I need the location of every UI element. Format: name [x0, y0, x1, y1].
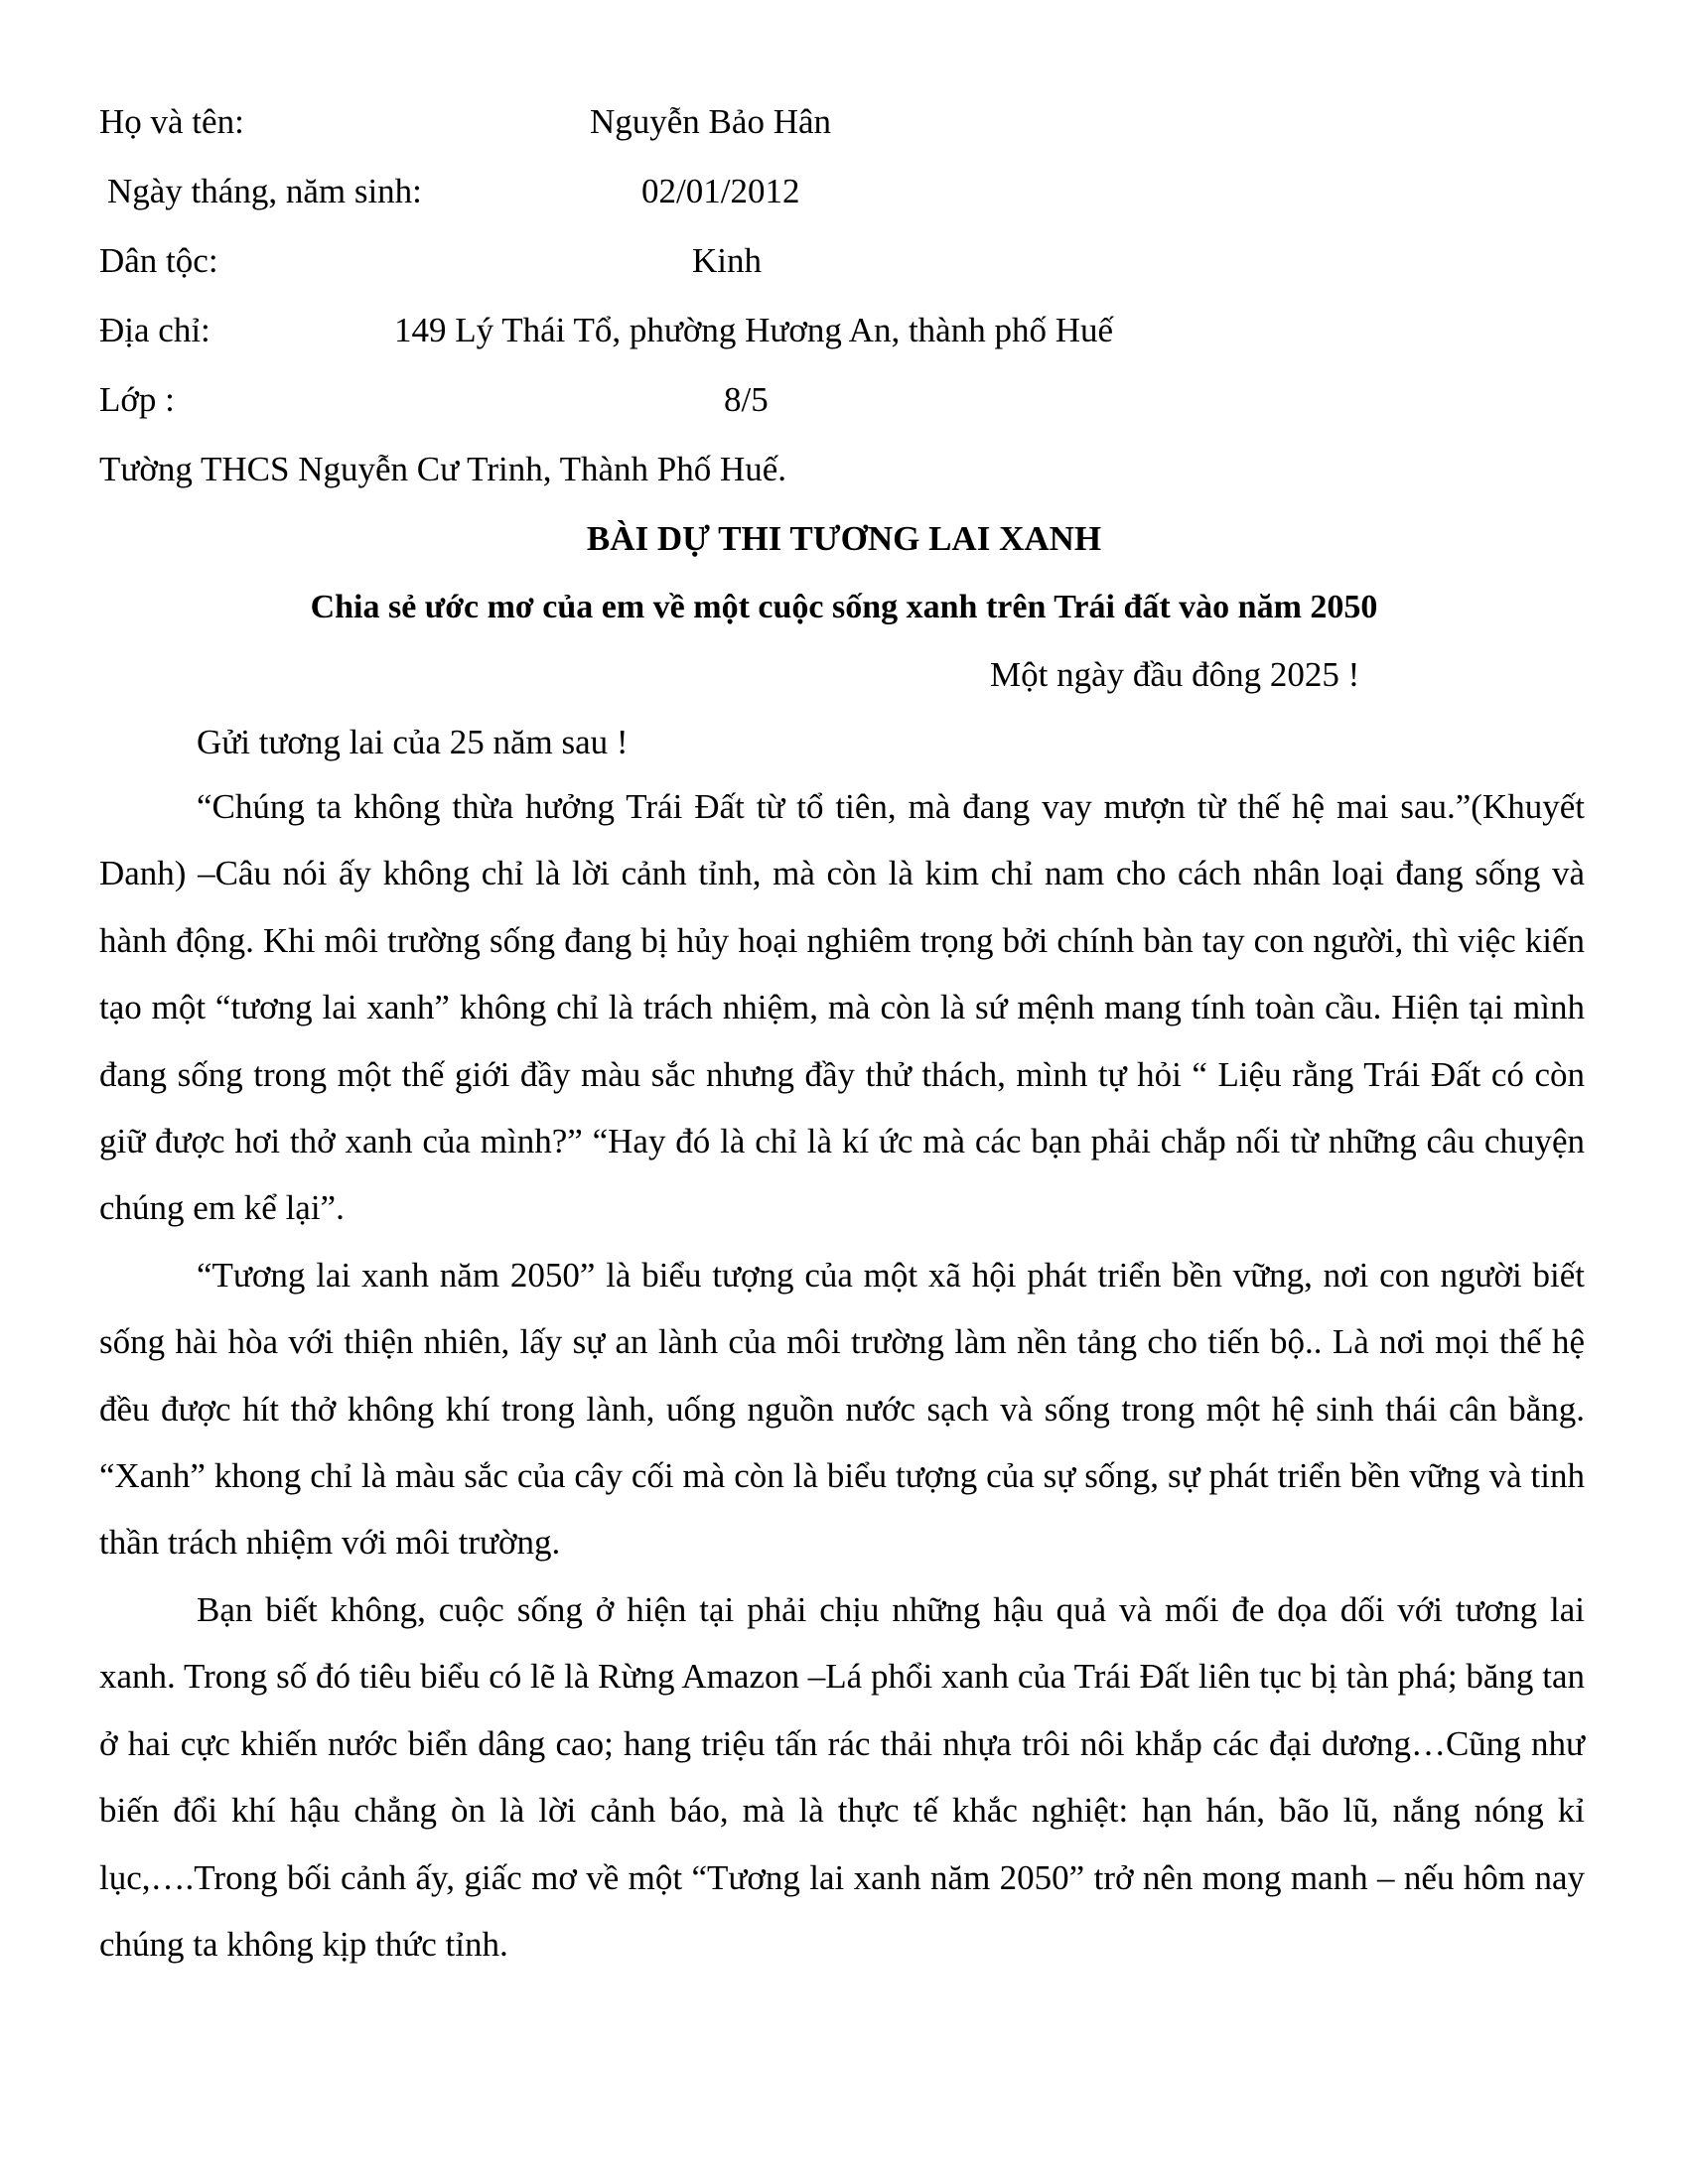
- paragraph: “Tương lai xanh năm 2050” là biểu tượng của một xã hội phát triển bền vững, nơi con người biết sống hài hòa với thiện nhiên, lấy sự an lành của môi trường làm nền tảng cho tiến bộ.. Là nơi mọi thế hệ đều được hít thở không khí trong lành, uống nguồn nước sạch và sống trong một hệ sinh thái cân bằng. “Xanh” khong chỉ là màu sắc của cây cối mà còn là biểu tượng của sự sống, sự phát triển bền vững và tinh thần trách nhiệm với môi trường.: [99, 1255, 1585, 1563]
- letter-greeting: Gửi tương lai của 25 năm sau !: [197, 723, 629, 761]
- class-value: 8/5: [724, 380, 769, 419]
- document-subtitle: Chia sẻ ước mơ của em về một cuộc sống xanh trên Trái đất vào năm 2050: [310, 589, 1378, 625]
- letter-body: [99, 773, 1585, 1978]
- dob-label: Ngày tháng, năm sinh:: [107, 172, 422, 210]
- letter-date: Một ngày đầu đông 2025 !: [990, 655, 1360, 694]
- dob-value: 02/01/2012: [641, 172, 800, 210]
- document-title: BÀI DỰ THI TƯƠNG LAI XANH: [586, 519, 1102, 558]
- class-label: Lớp :: [99, 380, 175, 419]
- name-label: Họ và tên:: [99, 102, 244, 141]
- address-value: 149 Lý Thái Tổ, phường Hương An, thành phố Huế: [394, 311, 1114, 349]
- paragraph: Bạn biết không, cuộc sống ở hiện tại phải chịu những hậu quả và mối đe dọa dối với tương lai xanh. Trong số đó tiêu biểu có lẽ là Rừng Amazon –Lá phổi xanh của Trái Đất liên tục bị tàn phá; băng tan ở hai cực khiến nước biển dâng cao; hang triệu tấn rác thải nhựa trôi nôi khắp các đại dương…Cũng như biến đổi khí hậu chẳng òn là lời cảnh báo, mà là thực tế khắc nghiệt: hạn hán, bão lũ, nắng nóng kỉ lục,….Trong bối cảnh ấy, giấc mơ về một “Tương lai xanh năm 2050” trở nên mong manh – nếu hôm nay chúng ta không kịp thức tỉnh.: [99, 1589, 1585, 1964]
- school-name: Tường THCS Nguyễn Cư Trinh, Thành Phố Huế.: [99, 450, 787, 488]
- name-value: Nguyễn Bảo Hân: [590, 102, 832, 141]
- address-label: Địa chỉ:: [99, 311, 211, 349]
- ethnicity-value: Kinh: [692, 241, 762, 280]
- ethnicity-label: Dân tộc:: [99, 241, 218, 280]
- paragraph: “Chúng ta không thừa hưởng Trái Đất từ tổ tiên, mà đang vay mượn từ thế hệ mai sau.”(Khuyết Danh) –Câu nói ấy không chỉ là lời cảnh tỉnh, mà còn là kim chỉ nam cho cách nhân loại đang sống và hành động. Khi môi trường sống đang bị hủy hoại nghiêm trọng bởi chính bàn tay con người, thì việc kiến tạo một “tương lai xanh” không chỉ là trách nhiệm, mà còn là sứ mệnh mang tính toàn cầu. Hiện tại mình đang sống trong một thế giới đầy màu sắc nhưng đầy thử thách, mình tự hỏi “ Liệu rằng Trái Đất có còn giữ được hơi thở xanh của mình?” “Hay đó là chỉ là kí ức mà các bạn phải chắp nối từ những câu chuyện chúng em kể lại”.: [99, 787, 1585, 1228]
